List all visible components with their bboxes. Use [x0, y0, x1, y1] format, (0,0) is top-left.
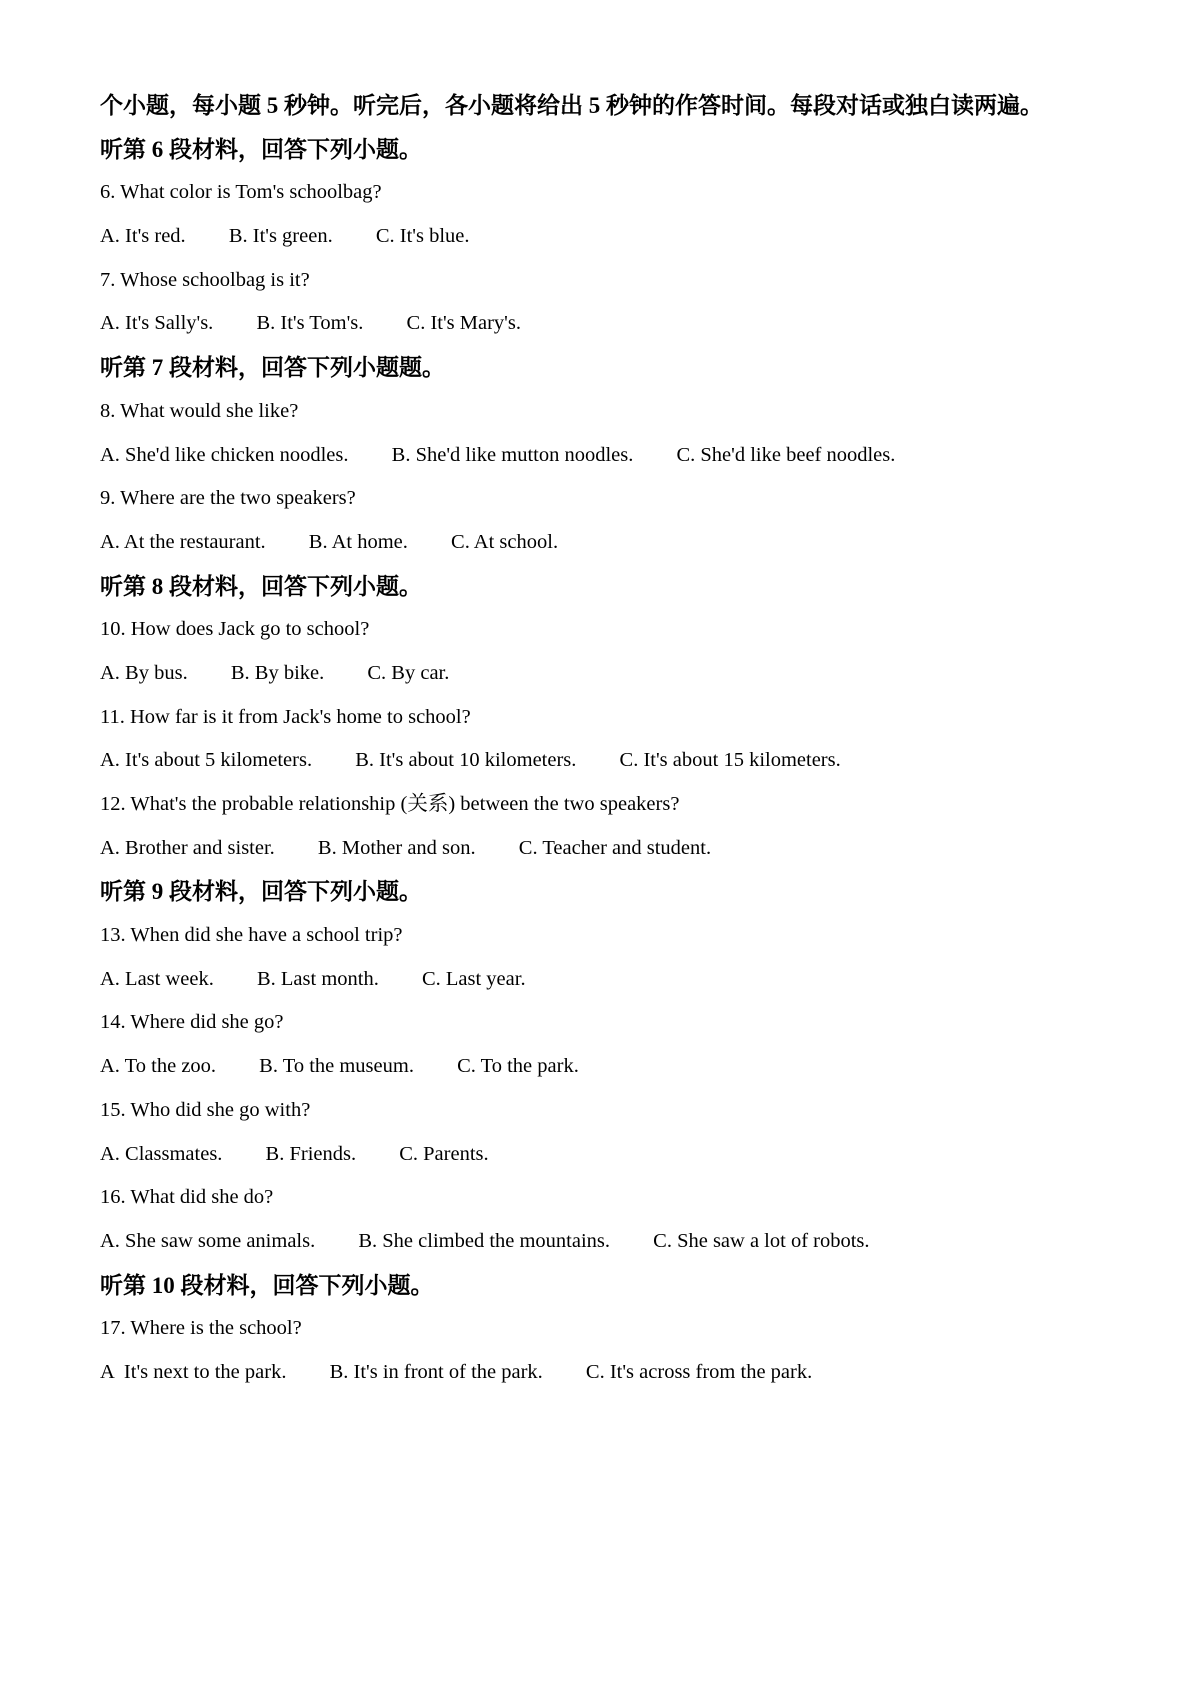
- question-8-option-c: C. She'd like beef noodles.: [676, 443, 896, 466]
- question-14-option-c: C. To the park.: [457, 1055, 579, 1078]
- question-9: 9. Where are the two speakers?: [100, 487, 356, 510]
- question-7-option-b: B. It's Tom's.: [256, 312, 364, 335]
- question-6-option-b: B. It's green.: [228, 225, 333, 248]
- question-17-option-a: A It's next to the park.: [100, 1360, 287, 1383]
- question-12-options: [100, 827, 1130, 871]
- question-6: 6. What color is Tom's schoolbag?: [100, 181, 382, 204]
- question-10: 10. How does Jack go to school?: [100, 618, 370, 641]
- material-9-heading: 听第 9 段材料，回答下列小题。: [100, 879, 422, 905]
- question-11-option-b: B. It's about 10 kilometers.: [355, 749, 577, 772]
- question-12-option-b: B. Mother and son.: [317, 836, 476, 859]
- question-12-option-a: A. Brother and sister.: [100, 836, 275, 859]
- question-13-options: [100, 958, 1130, 1002]
- question-14: 14. Where did she go?: [100, 1011, 284, 1034]
- question-6-option-c: C. It's blue.: [375, 225, 470, 248]
- question-11: 11. How far is it from Jack's home to school?: [100, 705, 471, 728]
- question-10-options: [100, 652, 1130, 696]
- question-9-option-c: C. At school.: [451, 530, 559, 553]
- question-7-options: [100, 302, 1130, 346]
- question-8-option-a: A. She'd like chicken noodles.: [100, 443, 349, 466]
- question-11-option-c: C. It's about 15 kilometers.: [619, 749, 841, 772]
- question-17-option-c: C. It's across from the park.: [585, 1360, 813, 1383]
- material-8-heading: 听第 8 段材料，回答下列小题。: [100, 573, 422, 599]
- question-15-options: [100, 1133, 1130, 1177]
- question-12: 12. What's the probable relationship (关系) between the two speakers?: [100, 793, 680, 815]
- question-8-option-b: B. She'd like mutton noodles.: [391, 443, 634, 466]
- question-10-option-c: C. By car.: [367, 661, 450, 684]
- question-13-option-c: C. Last year.: [421, 967, 526, 990]
- question-8-options: [100, 434, 1130, 478]
- question-14-option-b: B. To the museum.: [259, 1055, 414, 1078]
- question-6-option-a: A. It's red.: [100, 225, 186, 248]
- question-7-option-a: A. It's Sally's.: [100, 312, 214, 335]
- question-13-option-a: A. Last week.: [100, 967, 214, 990]
- question-13-option-b: B. Last month.: [256, 967, 379, 990]
- question-12-option-c: C. Teacher and student.: [518, 836, 712, 859]
- question-17-options: [100, 1351, 1130, 1395]
- question-16-option-b: B. She climbed the mountains.: [358, 1229, 611, 1252]
- question-9-option-a: A. At the restaurant.: [100, 530, 266, 553]
- question-15-option-c: C. Parents.: [399, 1142, 489, 1165]
- question-10-option-b: B. By bike.: [230, 661, 325, 684]
- question-9-options: [100, 521, 1130, 565]
- question-11-options: [100, 739, 1130, 783]
- question-14-option-a: A. To the zoo.: [100, 1055, 217, 1078]
- question-9-option-b: B. At home.: [308, 530, 408, 553]
- question-15: 15. Who did she go with?: [100, 1098, 311, 1121]
- material-10-heading: 听第 10 段材料，回答下列小题。: [100, 1272, 434, 1298]
- question-16-option-a: A. She saw some animals.: [100, 1229, 316, 1252]
- question-15-option-a: A. Classmates.: [100, 1142, 223, 1165]
- question-14-options: [100, 1045, 1130, 1089]
- question-15-option-b: B. Friends.: [265, 1142, 357, 1165]
- question-7: 7. Whose schoolbag is it?: [100, 268, 310, 291]
- material-6-heading: 听第 6 段材料，回答下列小题。: [100, 136, 422, 162]
- question-6-options: [100, 215, 1130, 259]
- question-17-option-b: B. It's in front of the park.: [329, 1360, 543, 1383]
- question-16: 16. What did she do?: [100, 1186, 274, 1209]
- question-7-option-c: C. It's Mary's.: [406, 312, 521, 335]
- question-16-options: [100, 1220, 1130, 1264]
- question-10-option-a: A. By bus.: [100, 661, 188, 684]
- material-7-heading: 听第 7 段材料，回答下列小题题。: [100, 355, 445, 381]
- question-8: 8. What would she like?: [100, 399, 299, 422]
- listening-instructions: 个小题，每小题 5 秒钟。听完后，各小题将给出 5 秒钟的作答时间。每段对话或独白读两遍。: [100, 93, 1043, 118]
- question-17: 17. Where is the school?: [100, 1317, 302, 1340]
- question-11-option-a: A. It's about 5 kilometers.: [100, 749, 313, 772]
- question-16-option-c: C. She saw a lot of robots.: [653, 1229, 870, 1252]
- question-13: 13. When did she have a school trip?: [100, 924, 403, 947]
